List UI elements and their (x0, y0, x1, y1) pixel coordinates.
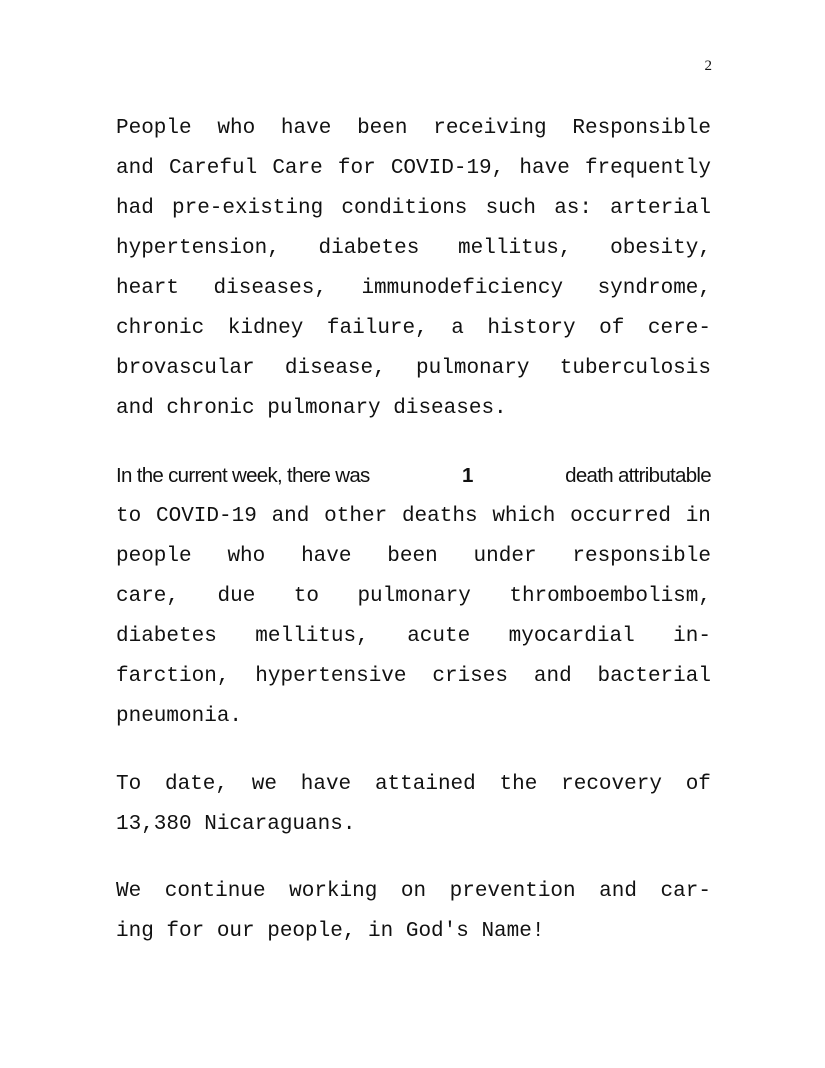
text-line (116, 805, 711, 845)
word: of (685, 773, 711, 796)
word: farction, (116, 665, 230, 688)
word: car- (660, 880, 711, 903)
word: We (116, 880, 142, 903)
word: frequently (584, 157, 711, 180)
text-line (116, 269, 711, 309)
death-count-prefix: In the current week, there was (116, 464, 370, 487)
text-line (116, 765, 711, 805)
word: immunodeficiency (361, 277, 564, 300)
word: for (337, 157, 376, 180)
death-count-suffix: death attributable (565, 464, 711, 487)
word: Responsible (572, 117, 711, 140)
word: Care (272, 157, 323, 180)
word: have (280, 117, 332, 140)
word: continue (164, 880, 266, 903)
word: history (487, 317, 576, 340)
word: Careful (168, 157, 258, 180)
text-line (116, 537, 711, 577)
page-number: 2 (704, 58, 712, 74)
text-line (116, 577, 711, 617)
word: who (227, 545, 266, 568)
text-line (116, 872, 711, 912)
word: To (116, 773, 142, 796)
word: tuberculosis (559, 357, 711, 380)
word: disease, (284, 357, 386, 380)
word: have (519, 157, 570, 180)
word: in (685, 505, 711, 528)
word: to (116, 505, 142, 528)
word: cere- (647, 317, 711, 340)
word: to (293, 585, 319, 608)
text-line (116, 497, 711, 537)
word: bacterial (597, 665, 711, 688)
word: and (533, 665, 572, 688)
word: brovascular (116, 357, 255, 380)
text-line (116, 697, 711, 737)
text-line (116, 229, 711, 269)
word: COVID-19, (390, 157, 505, 180)
word: syndrome, (597, 277, 711, 300)
word: have (301, 545, 352, 568)
word: recovery (561, 773, 662, 796)
word: attained (374, 773, 476, 796)
text-line (116, 912, 711, 952)
word: date, (164, 773, 228, 796)
word: hypertensive (255, 665, 407, 688)
word: in- (673, 625, 711, 648)
word: diseases, (213, 277, 327, 300)
word: crises (432, 665, 508, 688)
word: a (451, 317, 464, 340)
text-line (116, 189, 711, 229)
word: and (116, 157, 154, 180)
word: hypertension, (116, 237, 280, 260)
text-line (116, 149, 711, 189)
word: mellitus, (458, 237, 572, 260)
word: ing for our people, in God's Name! (116, 920, 545, 943)
word: chronic (116, 317, 205, 340)
word: pulmonary (357, 585, 471, 608)
word: occurred (570, 505, 671, 528)
word: pneumonia. (116, 705, 243, 728)
word: of (599, 317, 625, 340)
word: diabetes (318, 237, 420, 260)
word: due (217, 585, 256, 608)
text-line (116, 309, 711, 349)
word: and (271, 505, 310, 528)
word: arterial (610, 197, 711, 220)
word: who (217, 117, 256, 140)
death-count-number: 1 (462, 464, 473, 487)
word: on (400, 880, 427, 903)
word: failure, (326, 317, 428, 340)
text-line (116, 109, 711, 149)
word: kidney (227, 317, 304, 340)
text-line (116, 657, 711, 697)
word: acute (407, 625, 471, 648)
word: care, (116, 585, 180, 608)
word: been (387, 545, 438, 568)
word: thromboembolism, (509, 585, 711, 608)
word: as: (554, 197, 592, 220)
word: conditions (341, 197, 468, 220)
word: had (116, 197, 154, 220)
word: 13,380 Nicaraguans. (116, 813, 356, 836)
word: we (251, 773, 277, 796)
text-line-death-count (116, 456, 711, 496)
text-line (116, 349, 711, 389)
text-line (116, 389, 711, 429)
word: people (116, 545, 192, 568)
word: pre-existing (171, 197, 324, 220)
word: been (357, 117, 408, 140)
word: pulmonary (416, 357, 530, 380)
word: receiving (433, 117, 547, 140)
text-line (116, 617, 711, 657)
word: mellitus, (255, 625, 369, 648)
word: and chronic pulmonary diseases. (116, 397, 507, 420)
word: under (473, 545, 537, 568)
word: People (116, 117, 192, 140)
word: deaths (401, 505, 478, 528)
word: have (300, 773, 352, 796)
word: diabetes (116, 625, 217, 648)
word: myocardial (508, 625, 635, 648)
word: obesity, (610, 237, 711, 260)
word: other (324, 505, 388, 528)
word: and (599, 880, 637, 903)
word: COVID-19 (155, 505, 257, 528)
word: heart (116, 277, 180, 300)
word: such (485, 197, 537, 220)
word: the (499, 773, 538, 796)
word: responsible (572, 545, 711, 568)
word: which (492, 505, 556, 528)
word: working (289, 880, 378, 903)
word: prevention (449, 880, 576, 903)
